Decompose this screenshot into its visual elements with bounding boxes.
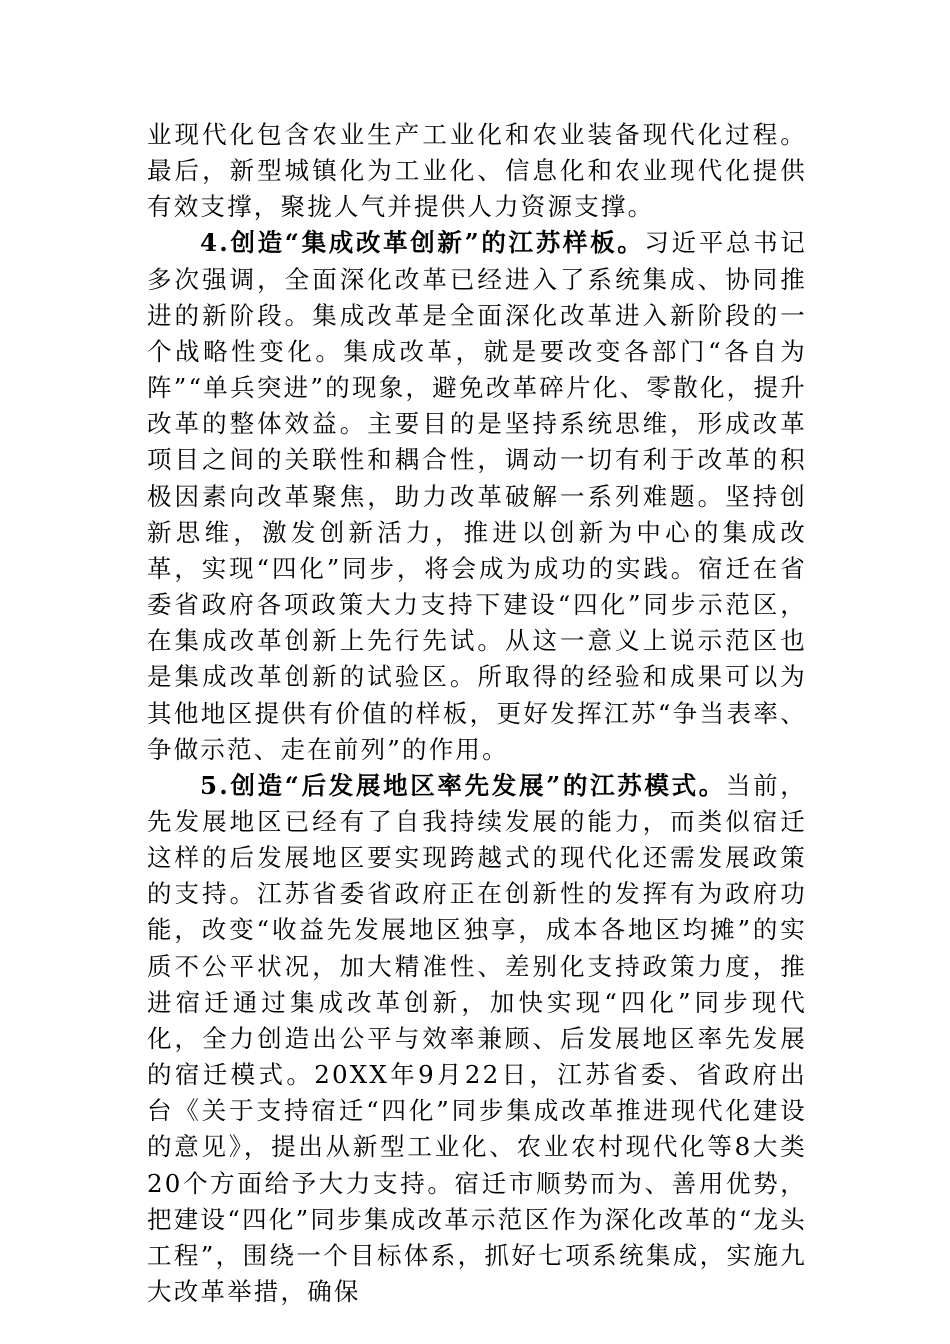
section-heading-5: 5.创造“后发展地区率先发展”的江苏模式。 [200, 770, 726, 800]
paragraph-continuation [147, 117, 807, 225]
paragraph-body: 习近平总书记多次强调，全面深化改革已经进入了系统集成、协同推进的新阶段。集成改革是全面深化改革进入新阶段的一个战略性变化。集成改革，就是要改变各部门“各自为阵”“单兵突进”的现象，避免改革碎片化、零散化，提升改革的整体效益。主要目的是坚持系统思维，形成改革项目之间的关联性和耦合性，调动一切有利于改革的积极因素向改革聚焦，助力改革破解一系列难题。坚持创新思维，激发创新活力，推进以创新为中心的集成改革，实现“四化”同步，将会成为成功的实践。宿迁在省委省政府各项政策大力支持下建设“四化”同步示范区，在集成改革创新上先行先试。从这一意义上说示范区也是集成改革创新的试验区。所取得的经验和成果可以为其他地区提供有价值的样板，更好发挥江苏“争当表率、争做示范、走在前列”的作用。 [147, 228, 807, 764]
body-text [147, 117, 807, 1310]
paragraph-body: 当前，先发展地区已经有了自我持续发展的能力，而类似宿迁这样的后发展地区要实现跨越式的现代化还需发展政策的支持。江苏省委省政府正在创新性的发挥有为政府功能，改变“收益先发展地区独享，成本各地区均摊”的实质不公平状况，加大精准性、差别化支持政策力度，推进宿迁通过集成改革创新，加快实现“四化”同步现代化，全力创造出公平与效率兼顾、后发展地区率先发展的宿迁模式。20XX年9月22日，江苏省委、省政府出台《关于支持宿迁“四化”同步集成改革推进现代化建设的意见》，提出从新型工业化、农业农村现代化等8大类20个方面给予大力支持。宿迁市顺势而为、善用优势，把建设“四化”同步集成改革示范区作为深化改革的“龙头工程”，围绕一个目标体系，抓好七项系统集成，实施九大改革举措，确保 [147, 770, 807, 1306]
paragraph-later-developing-regions [147, 768, 807, 1310]
paragraph-integrated-reform [147, 225, 807, 767]
paragraph-body: 业现代化包含农业生产工业化和农业装备现代化过程。最后，新型城镇化为工业化、信息化和农业现代化提供有效支撑，聚拢人气并提供人力资源支撑。 [147, 120, 807, 222]
section-heading-4: 4.创造“集成改革创新”的江苏样板。 [200, 228, 645, 258]
